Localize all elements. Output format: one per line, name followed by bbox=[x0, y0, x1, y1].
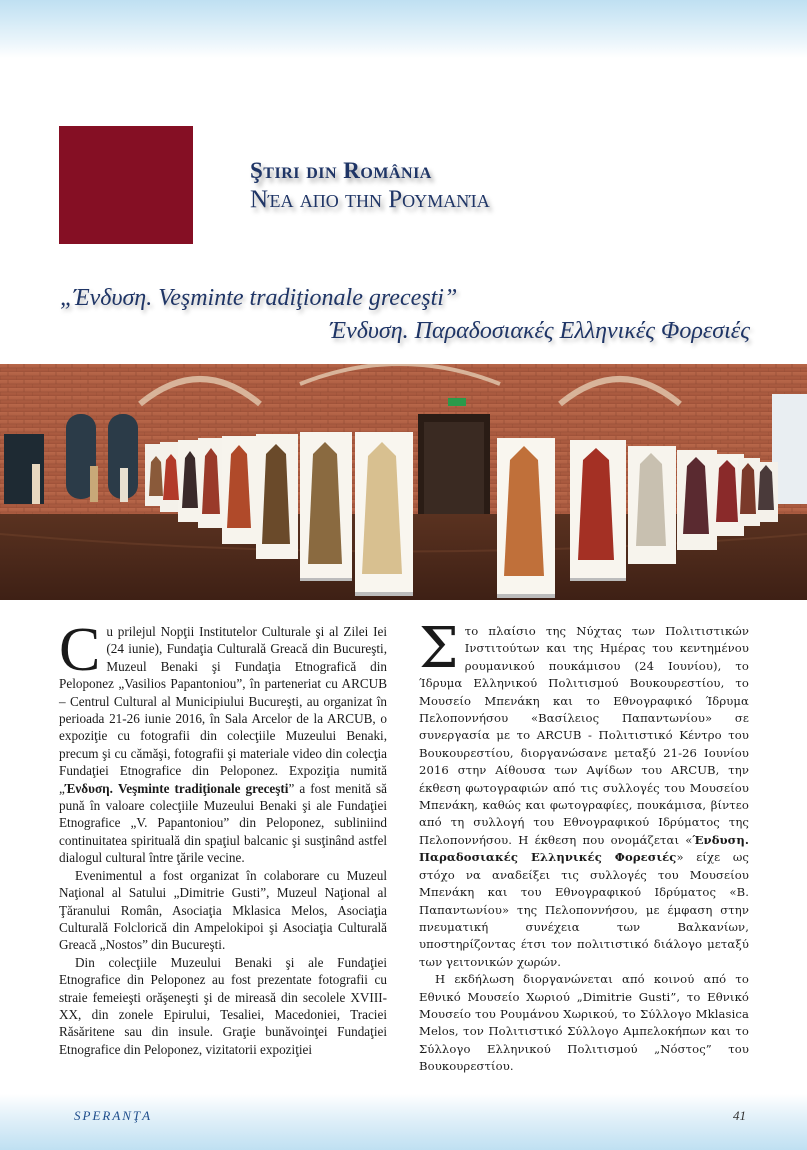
drop-cap: C bbox=[59, 616, 101, 684]
paragraph-text: » είχε ως στόχο να αναδείξει τις συλλογές του Μουσείου Μπενάκη και του Εθνογραφικού Ιδρύματος «Β. Παπαντωνίου» της Πελοποννήσου, με έμφαση στην πνευματική συνέχεια των Βαλκανίων, υποστηρίζοντας έτσι τον πολιτιστικό διάλογο μεταξύ των γειτονικών χωρών. bbox=[419, 850, 749, 969]
article-column-greek bbox=[419, 616, 749, 1076]
paragraph: Evenimentul a fost organizat în colaborare cu Muzeul Naţional al Satului „Dimitrie Gusti”, Muzeul Naţional al Ţăranului Român, Asociaţia Mklasica Melos, Asociaţia Culturală Folclorică din Ampelokipoi şi Asociaţia Culturală Greacă „Nostos” din Bucureşti. bbox=[59, 867, 387, 953]
article-title-greek: Ένδυση. Παραδοσιακές Ελληνικές Φορεσιές bbox=[329, 318, 750, 344]
paragraph-text: το πλαίσιο της Νύχτας των Πολιτιστικών Ινστιτούτων και της Ημέρας του κεντημένου ρουμανικού πουκάμισου (24 Ιουνίου), το Ίδρυμα Ελληνικού Πολιτισμού Βουκουρεστίου, το Μουσείο Μπενάκη και το Εθνογραφικό Ίδρυμα Πελοποννήσου «Βασίλειος Παπαντωνίου» σε συνεργασία με το ARCUB - Πολιτιστικό Κέντρο του Βουκουρεστίου, διοργανώσανε μεταξύ 21-26 Ιουνίου 2016 στην Αίθουσα των Αψίδων του ARCUB, την έκθεση φωτογραφιών από τις συλλογές του Μουσείου Μπενάκη, καθώς και φωτογραφίες, πουκάμισα, βίντεο από τη συλλογή του Εθνογραφικού Ιδρύματος της Πελοποννήσου. Η έκθεση που ονομάζεται « bbox=[419, 624, 749, 847]
paragraph: Din colecţiile Muzeului Benaki şi ale Fundaţiei Etnografice din Peloponez au fost prezentate fotografii cu straie femeieşti orăşeneşti şi de mireasă din secolele XVIII-XX, din zonele Epirului, Tesaliei, Macedoniei, Traciei Răsăritene sau din insule. Graţie bunăvoinţei Fundaţiei Etnografice din Peloponez, vizitatorii expoziţiei bbox=[59, 954, 387, 1057]
paragraph: Η εκδήλωση διοργανώνεται από κοινού από το Εθνικό Μουσείο Χωριού „Dimitrie Gusti”, το Εθνικό Μουσείο του Ρουμάνου Χωρικού, το Σύλλογο Mklasica Melos, τον Πολιτιστικό Σύλλογο Αμπελοκήπων και το Σύλλογο Ελληνικού Πολιτισμού „Νόστος” του Βουκουρεστίου. bbox=[419, 972, 749, 1074]
exhibition-photo bbox=[0, 364, 807, 600]
page-number: 41 bbox=[733, 1108, 746, 1123]
bold-exhibition-name: Ένδυση. Παραδοσιακές Ελληνικές Φορεσιές bbox=[419, 832, 749, 865]
section-title-romanian: Ştiri din România bbox=[250, 158, 432, 183]
article-column-romanian bbox=[59, 616, 387, 1058]
article-title-romanian: „Ένδυση. Veşminte tradiţionale greceşti” bbox=[60, 285, 458, 311]
section-color-block bbox=[59, 126, 193, 244]
top-gradient-band bbox=[0, 0, 807, 58]
section-header bbox=[250, 156, 590, 214]
magazine-name: SPERANŢA bbox=[74, 1108, 153, 1123]
drop-cap: Σ bbox=[419, 616, 459, 681]
paragraph-text: ” a fost menită să pună în valoare colecţiile Muzeului Benaki şi ale Fundaţiei Etnografice „V. Papantoniou” din Peloponez, subliniind continuitatea spirituală din spaţiul balcanic şi susţinând astfel dialogul cultural între ţările vecine. bbox=[59, 780, 387, 866]
paragraph-text: u prilejul Nopţii Institutelor Culturale şi al Zilei Iei (24 iunie), Fundaţia Culturală Greacă din Bucureşti, Muzeul Benaki şi Fundaţia Etnografică din Peloponez „Vasilios Papantoniou”, în parteneriat cu ARCUB – Centrul Cultural al Municipiului Bucureşti, au organizat în perioada 21-26 iunie 2016, în Sala Arcelor de la ARCUB, o expoziţie cu fotografii din colecţiile Muzeului Benaki, precum şi cu cămăşi, fotografii şi materiale video din colecţia Fundaţiei Etnografice din Peloponez. Expoziţia numită „ bbox=[59, 624, 387, 796]
bold-exhibition-name: Ένδυση. Veşminte tradiţionale greceşti bbox=[64, 780, 289, 796]
section-title-greek: Νέα απο την Ρουμανία bbox=[250, 186, 490, 213]
paragraph bbox=[419, 616, 749, 971]
paragraph bbox=[59, 616, 387, 867]
